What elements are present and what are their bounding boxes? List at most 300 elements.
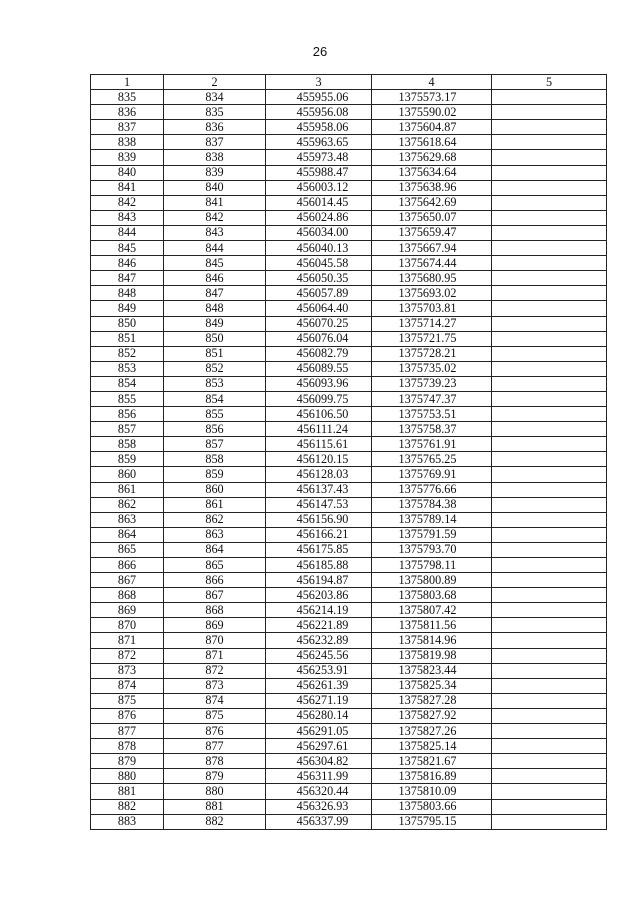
table-row — [91, 241, 607, 256]
x-coordinate-cell: 456024.86 — [266, 210, 372, 225]
table-row — [91, 90, 607, 105]
prev-point-cell: 875 — [164, 708, 266, 723]
point-number-cell: 837 — [91, 120, 164, 135]
prev-point-cell: 858 — [164, 452, 266, 467]
note-cell — [492, 542, 607, 557]
y-coordinate-cell: 1375761.91 — [372, 437, 492, 452]
x-coordinate-cell: 456320.44 — [266, 784, 372, 799]
table-row — [91, 407, 607, 422]
y-coordinate-cell: 1375604.87 — [372, 120, 492, 135]
point-number-cell: 849 — [91, 301, 164, 316]
y-coordinate-cell: 1375667.94 — [372, 241, 492, 256]
y-coordinate-cell: 1375659.47 — [372, 225, 492, 240]
x-coordinate-cell: 455955.06 — [266, 90, 372, 105]
y-coordinate-cell: 1375703.81 — [372, 301, 492, 316]
y-coordinate-cell: 1375821.67 — [372, 754, 492, 769]
point-number-cell: 860 — [91, 467, 164, 482]
prev-point-cell: 876 — [164, 724, 266, 739]
x-coordinate-cell: 455958.06 — [266, 120, 372, 135]
note-cell — [492, 588, 607, 603]
y-coordinate-cell: 1375803.68 — [372, 588, 492, 603]
y-coordinate-cell: 1375758.37 — [372, 422, 492, 437]
x-coordinate-cell: 456280.14 — [266, 708, 372, 723]
column-header-3: 3 — [266, 75, 372, 90]
point-number-cell: 838 — [91, 135, 164, 150]
table-row — [91, 331, 607, 346]
prev-point-cell: 848 — [164, 301, 266, 316]
table-row — [91, 422, 607, 437]
note-cell — [492, 316, 607, 331]
prev-point-cell: 871 — [164, 648, 266, 663]
point-number-cell: 842 — [91, 195, 164, 210]
table-row — [91, 271, 607, 286]
note-cell — [492, 512, 607, 527]
y-coordinate-cell: 1375800.89 — [372, 573, 492, 588]
point-number-cell: 835 — [91, 90, 164, 105]
y-coordinate-cell: 1375798.11 — [372, 558, 492, 573]
x-coordinate-cell: 456089.55 — [266, 361, 372, 376]
point-number-cell: 871 — [91, 633, 164, 648]
point-number-cell: 839 — [91, 150, 164, 165]
prev-point-cell: 882 — [164, 814, 266, 829]
prev-point-cell: 866 — [164, 573, 266, 588]
point-number-cell: 854 — [91, 376, 164, 391]
prev-point-cell: 853 — [164, 376, 266, 391]
table-row — [91, 437, 607, 452]
table-row — [91, 105, 607, 120]
prev-point-cell: 843 — [164, 225, 266, 240]
table-row — [91, 603, 607, 618]
y-coordinate-cell: 1375827.26 — [372, 724, 492, 739]
prev-point-cell: 844 — [164, 241, 266, 256]
note-cell — [492, 724, 607, 739]
table-row — [91, 618, 607, 633]
table-row — [91, 286, 607, 301]
note-cell — [492, 784, 607, 799]
prev-point-cell: 865 — [164, 558, 266, 573]
point-number-cell: 869 — [91, 603, 164, 618]
x-coordinate-cell: 456147.53 — [266, 497, 372, 512]
y-coordinate-cell: 1375728.21 — [372, 346, 492, 361]
y-coordinate-cell: 1375753.51 — [372, 407, 492, 422]
y-coordinate-cell: 1375793.70 — [372, 542, 492, 557]
prev-point-cell: 877 — [164, 739, 266, 754]
note-cell — [492, 180, 607, 195]
y-coordinate-cell: 1375573.17 — [372, 90, 492, 105]
x-coordinate-cell: 456232.89 — [266, 633, 372, 648]
y-coordinate-cell: 1375765.25 — [372, 452, 492, 467]
x-coordinate-cell: 456076.04 — [266, 331, 372, 346]
prev-point-cell: 874 — [164, 693, 266, 708]
y-coordinate-cell: 1375680.95 — [372, 271, 492, 286]
prev-point-cell: 861 — [164, 497, 266, 512]
x-coordinate-cell: 456175.85 — [266, 542, 372, 557]
column-header-1: 1 — [91, 75, 164, 90]
table-row — [91, 376, 607, 391]
note-cell — [492, 195, 607, 210]
prev-point-cell: 837 — [164, 135, 266, 150]
table-row — [91, 573, 607, 588]
table-row — [91, 346, 607, 361]
x-coordinate-cell: 455988.47 — [266, 165, 372, 180]
table-row — [91, 542, 607, 557]
table-row — [91, 316, 607, 331]
x-coordinate-cell: 456111.24 — [266, 422, 372, 437]
table-row — [91, 180, 607, 195]
y-coordinate-cell: 1375827.28 — [372, 693, 492, 708]
x-coordinate-cell: 456093.96 — [266, 376, 372, 391]
x-coordinate-cell: 456064.40 — [266, 301, 372, 316]
prev-point-cell: 854 — [164, 391, 266, 406]
prev-point-cell: 878 — [164, 754, 266, 769]
note-cell — [492, 331, 607, 346]
point-number-cell: 844 — [91, 225, 164, 240]
y-coordinate-cell: 1375693.02 — [372, 286, 492, 301]
note-cell — [492, 210, 607, 225]
x-coordinate-cell: 456166.21 — [266, 527, 372, 542]
y-coordinate-cell: 1375735.02 — [372, 361, 492, 376]
point-number-cell: 863 — [91, 512, 164, 527]
x-coordinate-cell: 455973.48 — [266, 150, 372, 165]
note-cell — [492, 663, 607, 678]
y-coordinate-cell: 1375825.34 — [372, 678, 492, 693]
note-cell — [492, 527, 607, 542]
note-cell — [492, 120, 607, 135]
x-coordinate-cell: 456297.61 — [266, 739, 372, 754]
note-cell — [492, 301, 607, 316]
x-coordinate-cell: 456040.13 — [266, 241, 372, 256]
coordinates-table — [90, 74, 607, 830]
note-cell — [492, 376, 607, 391]
note-cell — [492, 165, 607, 180]
note-cell — [492, 467, 607, 482]
x-coordinate-cell: 456106.50 — [266, 407, 372, 422]
y-coordinate-cell: 1375803.66 — [372, 799, 492, 814]
prev-point-cell: 868 — [164, 603, 266, 618]
table-row — [91, 195, 607, 210]
note-cell — [492, 497, 607, 512]
note-cell — [492, 814, 607, 829]
table-row — [91, 693, 607, 708]
table-row — [91, 724, 607, 739]
x-coordinate-cell: 456034.00 — [266, 225, 372, 240]
prev-point-cell: 840 — [164, 180, 266, 195]
point-number-cell: 865 — [91, 542, 164, 557]
point-number-cell: 866 — [91, 558, 164, 573]
point-number-cell: 851 — [91, 331, 164, 346]
y-coordinate-cell: 1375747.37 — [372, 391, 492, 406]
prev-point-cell: 879 — [164, 769, 266, 784]
y-coordinate-cell: 1375674.44 — [372, 256, 492, 271]
note-cell — [492, 618, 607, 633]
note-cell — [492, 150, 607, 165]
table-row — [91, 708, 607, 723]
note-cell — [492, 271, 607, 286]
table-row — [91, 497, 607, 512]
y-coordinate-cell: 1375789.14 — [372, 512, 492, 527]
point-number-cell: 875 — [91, 693, 164, 708]
note-cell — [492, 286, 607, 301]
table-row — [91, 558, 607, 573]
point-number-cell: 857 — [91, 422, 164, 437]
note-cell — [492, 573, 607, 588]
x-coordinate-cell: 456221.89 — [266, 618, 372, 633]
point-number-cell: 877 — [91, 724, 164, 739]
note-cell — [492, 739, 607, 754]
y-coordinate-cell: 1375769.91 — [372, 467, 492, 482]
y-coordinate-cell: 1375629.68 — [372, 150, 492, 165]
note-cell — [492, 708, 607, 723]
point-number-cell: 858 — [91, 437, 164, 452]
y-coordinate-cell: 1375823.44 — [372, 663, 492, 678]
x-coordinate-cell: 455956.08 — [266, 105, 372, 120]
point-number-cell: 840 — [91, 165, 164, 180]
point-number-cell: 878 — [91, 739, 164, 754]
x-coordinate-cell: 456156.90 — [266, 512, 372, 527]
prev-point-cell: 881 — [164, 799, 266, 814]
point-number-cell: 864 — [91, 527, 164, 542]
table-row — [91, 512, 607, 527]
table-row — [91, 814, 607, 829]
table-row — [91, 256, 607, 271]
table-row — [91, 633, 607, 648]
prev-point-cell: 860 — [164, 482, 266, 497]
point-number-cell: 845 — [91, 241, 164, 256]
x-coordinate-cell: 456070.25 — [266, 316, 372, 331]
note-cell — [492, 558, 607, 573]
point-number-cell: 862 — [91, 497, 164, 512]
prev-point-cell: 870 — [164, 633, 266, 648]
table-row — [91, 150, 607, 165]
note-cell — [492, 256, 607, 271]
x-coordinate-cell: 456045.58 — [266, 256, 372, 271]
note-cell — [492, 633, 607, 648]
point-number-cell: 882 — [91, 799, 164, 814]
y-coordinate-cell: 1375811.56 — [372, 618, 492, 633]
column-header-2: 2 — [164, 75, 266, 90]
prev-point-cell: 872 — [164, 663, 266, 678]
y-coordinate-cell: 1375827.92 — [372, 708, 492, 723]
x-coordinate-cell: 456337.99 — [266, 814, 372, 829]
x-coordinate-cell: 456291.05 — [266, 724, 372, 739]
prev-point-cell: 867 — [164, 588, 266, 603]
note-cell — [492, 90, 607, 105]
table-body — [91, 90, 607, 830]
prev-point-cell: 849 — [164, 316, 266, 331]
note-cell — [492, 769, 607, 784]
note-cell — [492, 678, 607, 693]
prev-point-cell: 856 — [164, 422, 266, 437]
note-cell — [492, 754, 607, 769]
note-cell — [492, 437, 607, 452]
point-number-cell: 843 — [91, 210, 164, 225]
y-coordinate-cell: 1375810.09 — [372, 784, 492, 799]
point-number-cell: 868 — [91, 588, 164, 603]
note-cell — [492, 799, 607, 814]
table-row — [91, 301, 607, 316]
table-row — [91, 361, 607, 376]
note-cell — [492, 422, 607, 437]
point-number-cell: 872 — [91, 648, 164, 663]
x-coordinate-cell: 456057.89 — [266, 286, 372, 301]
note-cell — [492, 105, 607, 120]
point-number-cell: 847 — [91, 271, 164, 286]
prev-point-cell: 852 — [164, 361, 266, 376]
x-coordinate-cell: 456203.86 — [266, 588, 372, 603]
x-coordinate-cell: 456099.75 — [266, 391, 372, 406]
prev-point-cell: 851 — [164, 346, 266, 361]
x-coordinate-cell: 456185.88 — [266, 558, 372, 573]
y-coordinate-cell: 1375739.23 — [372, 376, 492, 391]
table-row — [91, 452, 607, 467]
x-coordinate-cell: 456214.19 — [266, 603, 372, 618]
x-coordinate-cell: 456245.56 — [266, 648, 372, 663]
point-number-cell: 883 — [91, 814, 164, 829]
point-number-cell: 852 — [91, 346, 164, 361]
point-number-cell: 856 — [91, 407, 164, 422]
note-cell — [492, 693, 607, 708]
table-row — [91, 482, 607, 497]
x-coordinate-cell: 456014.45 — [266, 195, 372, 210]
prev-point-cell: 850 — [164, 331, 266, 346]
prev-point-cell: 846 — [164, 271, 266, 286]
prev-point-cell: 855 — [164, 407, 266, 422]
point-number-cell: 855 — [91, 391, 164, 406]
y-coordinate-cell: 1375634.64 — [372, 165, 492, 180]
prev-point-cell: 847 — [164, 286, 266, 301]
point-number-cell: 853 — [91, 361, 164, 376]
y-coordinate-cell: 1375590.02 — [372, 105, 492, 120]
x-coordinate-cell: 456050.35 — [266, 271, 372, 286]
point-number-cell: 836 — [91, 105, 164, 120]
prev-point-cell: 836 — [164, 120, 266, 135]
note-cell — [492, 648, 607, 663]
table-row — [91, 739, 607, 754]
prev-point-cell: 841 — [164, 195, 266, 210]
prev-point-cell: 845 — [164, 256, 266, 271]
prev-point-cell: 864 — [164, 542, 266, 557]
table-row — [91, 678, 607, 693]
point-number-cell: 850 — [91, 316, 164, 331]
prev-point-cell: 839 — [164, 165, 266, 180]
x-coordinate-cell: 456003.12 — [266, 180, 372, 195]
point-number-cell: 841 — [91, 180, 164, 195]
table-row — [91, 648, 607, 663]
x-coordinate-cell: 456304.82 — [266, 754, 372, 769]
y-coordinate-cell: 1375714.27 — [372, 316, 492, 331]
note-cell — [492, 407, 607, 422]
y-coordinate-cell: 1375816.89 — [372, 769, 492, 784]
table-row — [91, 467, 607, 482]
prev-point-cell: 834 — [164, 90, 266, 105]
x-coordinate-cell: 456137.43 — [266, 482, 372, 497]
point-number-cell: 876 — [91, 708, 164, 723]
prev-point-cell: 869 — [164, 618, 266, 633]
x-coordinate-cell: 456082.79 — [266, 346, 372, 361]
table-row — [91, 769, 607, 784]
table-row — [91, 784, 607, 799]
point-number-cell: 881 — [91, 784, 164, 799]
x-coordinate-cell: 456120.15 — [266, 452, 372, 467]
prev-point-cell: 863 — [164, 527, 266, 542]
note-cell — [492, 603, 607, 618]
x-coordinate-cell: 456253.91 — [266, 663, 372, 678]
table-row — [91, 391, 607, 406]
note-cell — [492, 452, 607, 467]
y-coordinate-cell: 1375825.14 — [372, 739, 492, 754]
prev-point-cell: 859 — [164, 467, 266, 482]
prev-point-cell: 835 — [164, 105, 266, 120]
table-row — [91, 120, 607, 135]
x-coordinate-cell: 456326.93 — [266, 799, 372, 814]
table-row — [91, 588, 607, 603]
point-number-cell: 859 — [91, 452, 164, 467]
table-header-row — [91, 75, 607, 90]
point-number-cell: 873 — [91, 663, 164, 678]
y-coordinate-cell: 1375642.69 — [372, 195, 492, 210]
point-number-cell: 861 — [91, 482, 164, 497]
table-row — [91, 210, 607, 225]
table-row — [91, 135, 607, 150]
point-number-cell: 870 — [91, 618, 164, 633]
table-row — [91, 225, 607, 240]
column-header-4: 4 — [372, 75, 492, 90]
point-number-cell: 880 — [91, 769, 164, 784]
note-cell — [492, 241, 607, 256]
table-row — [91, 799, 607, 814]
x-coordinate-cell: 456311.99 — [266, 769, 372, 784]
note-cell — [492, 225, 607, 240]
point-number-cell: 846 — [91, 256, 164, 271]
x-coordinate-cell: 455963.65 — [266, 135, 372, 150]
x-coordinate-cell: 456271.19 — [266, 693, 372, 708]
y-coordinate-cell: 1375638.96 — [372, 180, 492, 195]
prev-point-cell: 862 — [164, 512, 266, 527]
prev-point-cell: 873 — [164, 678, 266, 693]
column-header-5: 5 — [492, 75, 607, 90]
note-cell — [492, 346, 607, 361]
x-coordinate-cell: 456115.61 — [266, 437, 372, 452]
note-cell — [492, 135, 607, 150]
y-coordinate-cell: 1375721.75 — [372, 331, 492, 346]
prev-point-cell: 880 — [164, 784, 266, 799]
y-coordinate-cell: 1375819.98 — [372, 648, 492, 663]
y-coordinate-cell: 1375791.59 — [372, 527, 492, 542]
page-number: 26 — [312, 44, 328, 59]
point-number-cell: 867 — [91, 573, 164, 588]
prev-point-cell: 857 — [164, 437, 266, 452]
y-coordinate-cell: 1375650.07 — [372, 210, 492, 225]
note-cell — [492, 482, 607, 497]
y-coordinate-cell: 1375807.42 — [372, 603, 492, 618]
y-coordinate-cell: 1375814.96 — [372, 633, 492, 648]
x-coordinate-cell: 456128.03 — [266, 467, 372, 482]
point-number-cell: 879 — [91, 754, 164, 769]
x-coordinate-cell: 456261.39 — [266, 678, 372, 693]
prev-point-cell: 838 — [164, 150, 266, 165]
y-coordinate-cell: 1375784.38 — [372, 497, 492, 512]
y-coordinate-cell: 1375795.15 — [372, 814, 492, 829]
note-cell — [492, 391, 607, 406]
y-coordinate-cell: 1375776.66 — [372, 482, 492, 497]
point-number-cell: 874 — [91, 678, 164, 693]
prev-point-cell: 842 — [164, 210, 266, 225]
table-row — [91, 165, 607, 180]
table-row — [91, 663, 607, 678]
table-row — [91, 754, 607, 769]
x-coordinate-cell: 456194.87 — [266, 573, 372, 588]
table-row — [91, 527, 607, 542]
